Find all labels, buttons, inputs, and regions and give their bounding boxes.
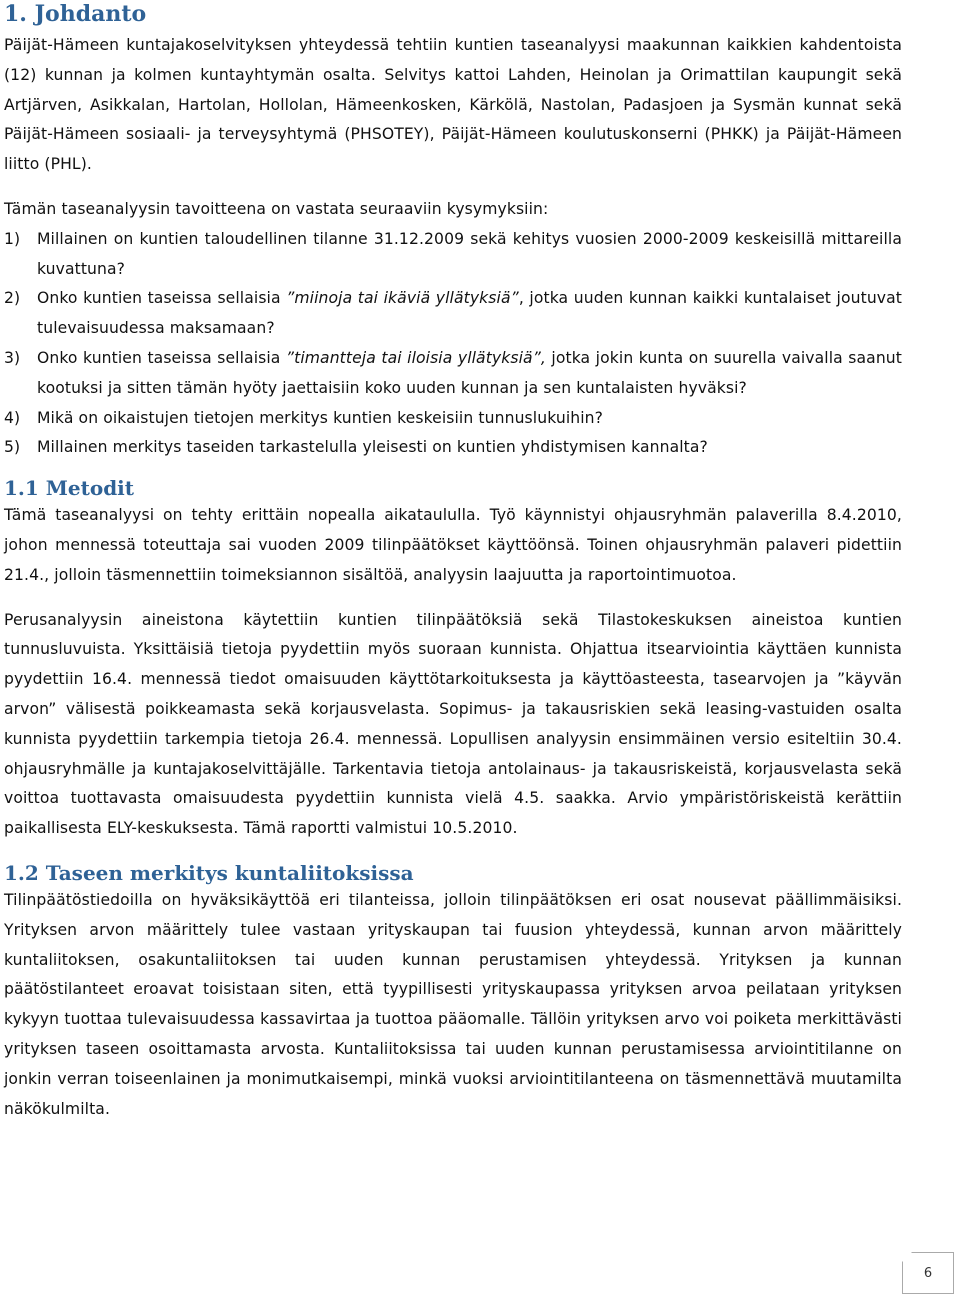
page-number: 6 <box>923 1265 933 1281</box>
question-text-after: , jotka uuden kunnan kaikki kuntalaiset joutuvat tulevaisuudessa maksamaan? <box>37 289 903 338</box>
section-heading-metodit: 1.1 Metodit <box>4 476 135 501</box>
section-heading-johdanto: 1. Johdanto <box>4 1 147 27</box>
paragraph-spacer <box>4 591 902 606</box>
question-text: Millainen merkitys taseiden tarkastelulla yleisesti on kuntien yhdistymisen kannalta? <box>37 438 708 457</box>
section-spacer <box>4 463 902 475</box>
page-number-box <box>902 1252 954 1294</box>
question-number: 1) <box>4 229 21 248</box>
question-text-emphasis: ”miinoja tai ikäviä yllätyksiä” <box>286 289 519 308</box>
question-item <box>4 404 902 434</box>
section-heading-taseen-merkitys: 1.2 Taseen merkitys kuntaliitoksissa <box>4 860 414 885</box>
question-item <box>4 225 902 285</box>
paragraph-metodit-1: Tämä taseanalyysi on tehty erittäin nopealla aikataululla. Työ käynnistyi ohjausryhmän palaverilla 8.4.2010, johon mennessä toteuttaja sai vuoden 2009 tilinpäätökset käyttöönsä. Toinen ohjausryhmän palaveri pidettiin 21.4., jolloin täsmennettiin toimeksiannon sisältöä, analyysin laajuutta ja raportointimuotoa. <box>4 506 902 584</box>
paragraph-taseen-merkitys: Tilinpäätöstiedoilla on hyväksikäyttöä eri tilanteissa, jolloin tilinpäätöksen eri osat nousevat päällimmäisiksi. Yrityksen arvon määrittely tulee vastaan yrityskaupan tai fuusion yhteydessä, kunnan arvon määrittely kuntaliitoksen, osakuntaliitoksen tai uuden kunnan perustamisen yhteydessä. Yrityksen ja kunnan päätöstilanteet eroavat toisistaan siten, että tyypillisesti yrityskaupassa yrityksen arvoa peilataan yrityksen kykyyn tuottaa tulevaisuudessa kassavirtaa ja tuottoa pääomalle. Tällöin yrityksen arvo voi poiketa merkittävästi yrityksen taseen osoittamasta arvosta. Kuntaliitoksissa tai uuden kunnan perustamisessa arviointitilanne on jonkin verran toiseenlainen ja monimutkaisempi, minkä vuoksi arviointitilanteena on täsmennettävä muutamilta näkökulmilta. <box>4 890 902 1118</box>
paragraph-metodit-2: Perusanalyysin aineistona käytettiin kuntien tilinpäätöksiä sekä Tilastokeskuksen aineistoa kuntien tunnusluvuista. Yksittäisiä tietoja pyydettiin myös suoraan kunnista. Ohjattua itsearviointia käyttäen kunnista pyydettiin 16.4. mennessä tiedot omaisuuden käyttötarkoituksesta ja käyttöasteesta, tasearvojen ja ”käyvän arvon” välisestä poikkeamasta sekä korjausvelasta. Sopimus- ja takausriskien sekä leasing-vastuiden osalta kunnista pyydettiin tarkempia tietoja 26.4. mennessä. Lopullisen analyysin ensimmäinen versio esiteltiin 30.4. ohjausryhmälle ja kuntajakoselvittäjälle. Tarkentavia tietoja antolainaus- ja takausriskeistä, korjausvelasta sekä voittoa tuottavasta omaisuudesta pyydettiin kunnista vielä 4.5. saakka. Arvio ympäristöriskeistä kerättiin paikallisesta ELY-keskuksesta. Tämä raportti valmistui 10.5.2010. <box>4 610 902 838</box>
question-text-after: jotka jokin kunta on suurella vaivalla saanut kootuksi ja sitten tämän hyöty jaettaisiin koko uuden kunnan ja sen kuntalaisten hyväksi? <box>37 348 902 397</box>
question-text: Millainen on kuntien taloudellinen tilanne 31.12.2009 sekä kehitys vuosien 2000-2009 keskeisillä mittareilla kuvattuna? <box>37 229 902 278</box>
question-item <box>4 284 902 344</box>
questions-intro: Tämän taseanalyysin tavoitteena on vastata seuraaviin kysymyksiin: <box>4 199 549 218</box>
question-text-before: Onko kuntien taseissa sellaisia <box>37 348 286 367</box>
paragraph-spacer <box>4 180 902 195</box>
question-item <box>4 344 902 404</box>
question-text-emphasis: ”timantteja tai iloisia yllätyksiä”, <box>285 348 546 367</box>
paragraph-intro: Päijät-Hämeen kuntajakoselvityksen yhteydessä tehtiin kuntien taseanalyysi maakunnan kaikkien kahdentoista (12) kunnan ja kolmen kuntayhtymän osalta. Selvitys kattoi Lahden, Heinolan ja Orimattilan kaupungit sekä Artjärven, Asikkalan, Hartolan, Hollolan, Hämeenkosken, Kärkölä, Nastolan, Padasjoen ja Sysmän kunnat sekä Päijät-Hämeen sosiaali- ja terveysyhtymä (PHSOTEY), Päijät-Hämeen koulutuskonserni (PHKK) ja Päijät-Hämeen liitto (PHL). <box>4 36 902 174</box>
section-spacer <box>4 844 902 860</box>
question-number: 2) <box>4 289 21 308</box>
question-number: 4) <box>4 408 21 427</box>
questions-list <box>4 225 902 463</box>
question-number: 3) <box>4 348 21 367</box>
question-text-before: Onko kuntien taseissa sellaisia <box>37 289 287 308</box>
question-item <box>4 433 902 463</box>
question-number: 5) <box>4 438 21 457</box>
document-page <box>4 0 902 1124</box>
question-text: Mikä on oikaistujen tietojen merkitys kuntien keskeisiin tunnuslukuihin? <box>37 408 604 427</box>
